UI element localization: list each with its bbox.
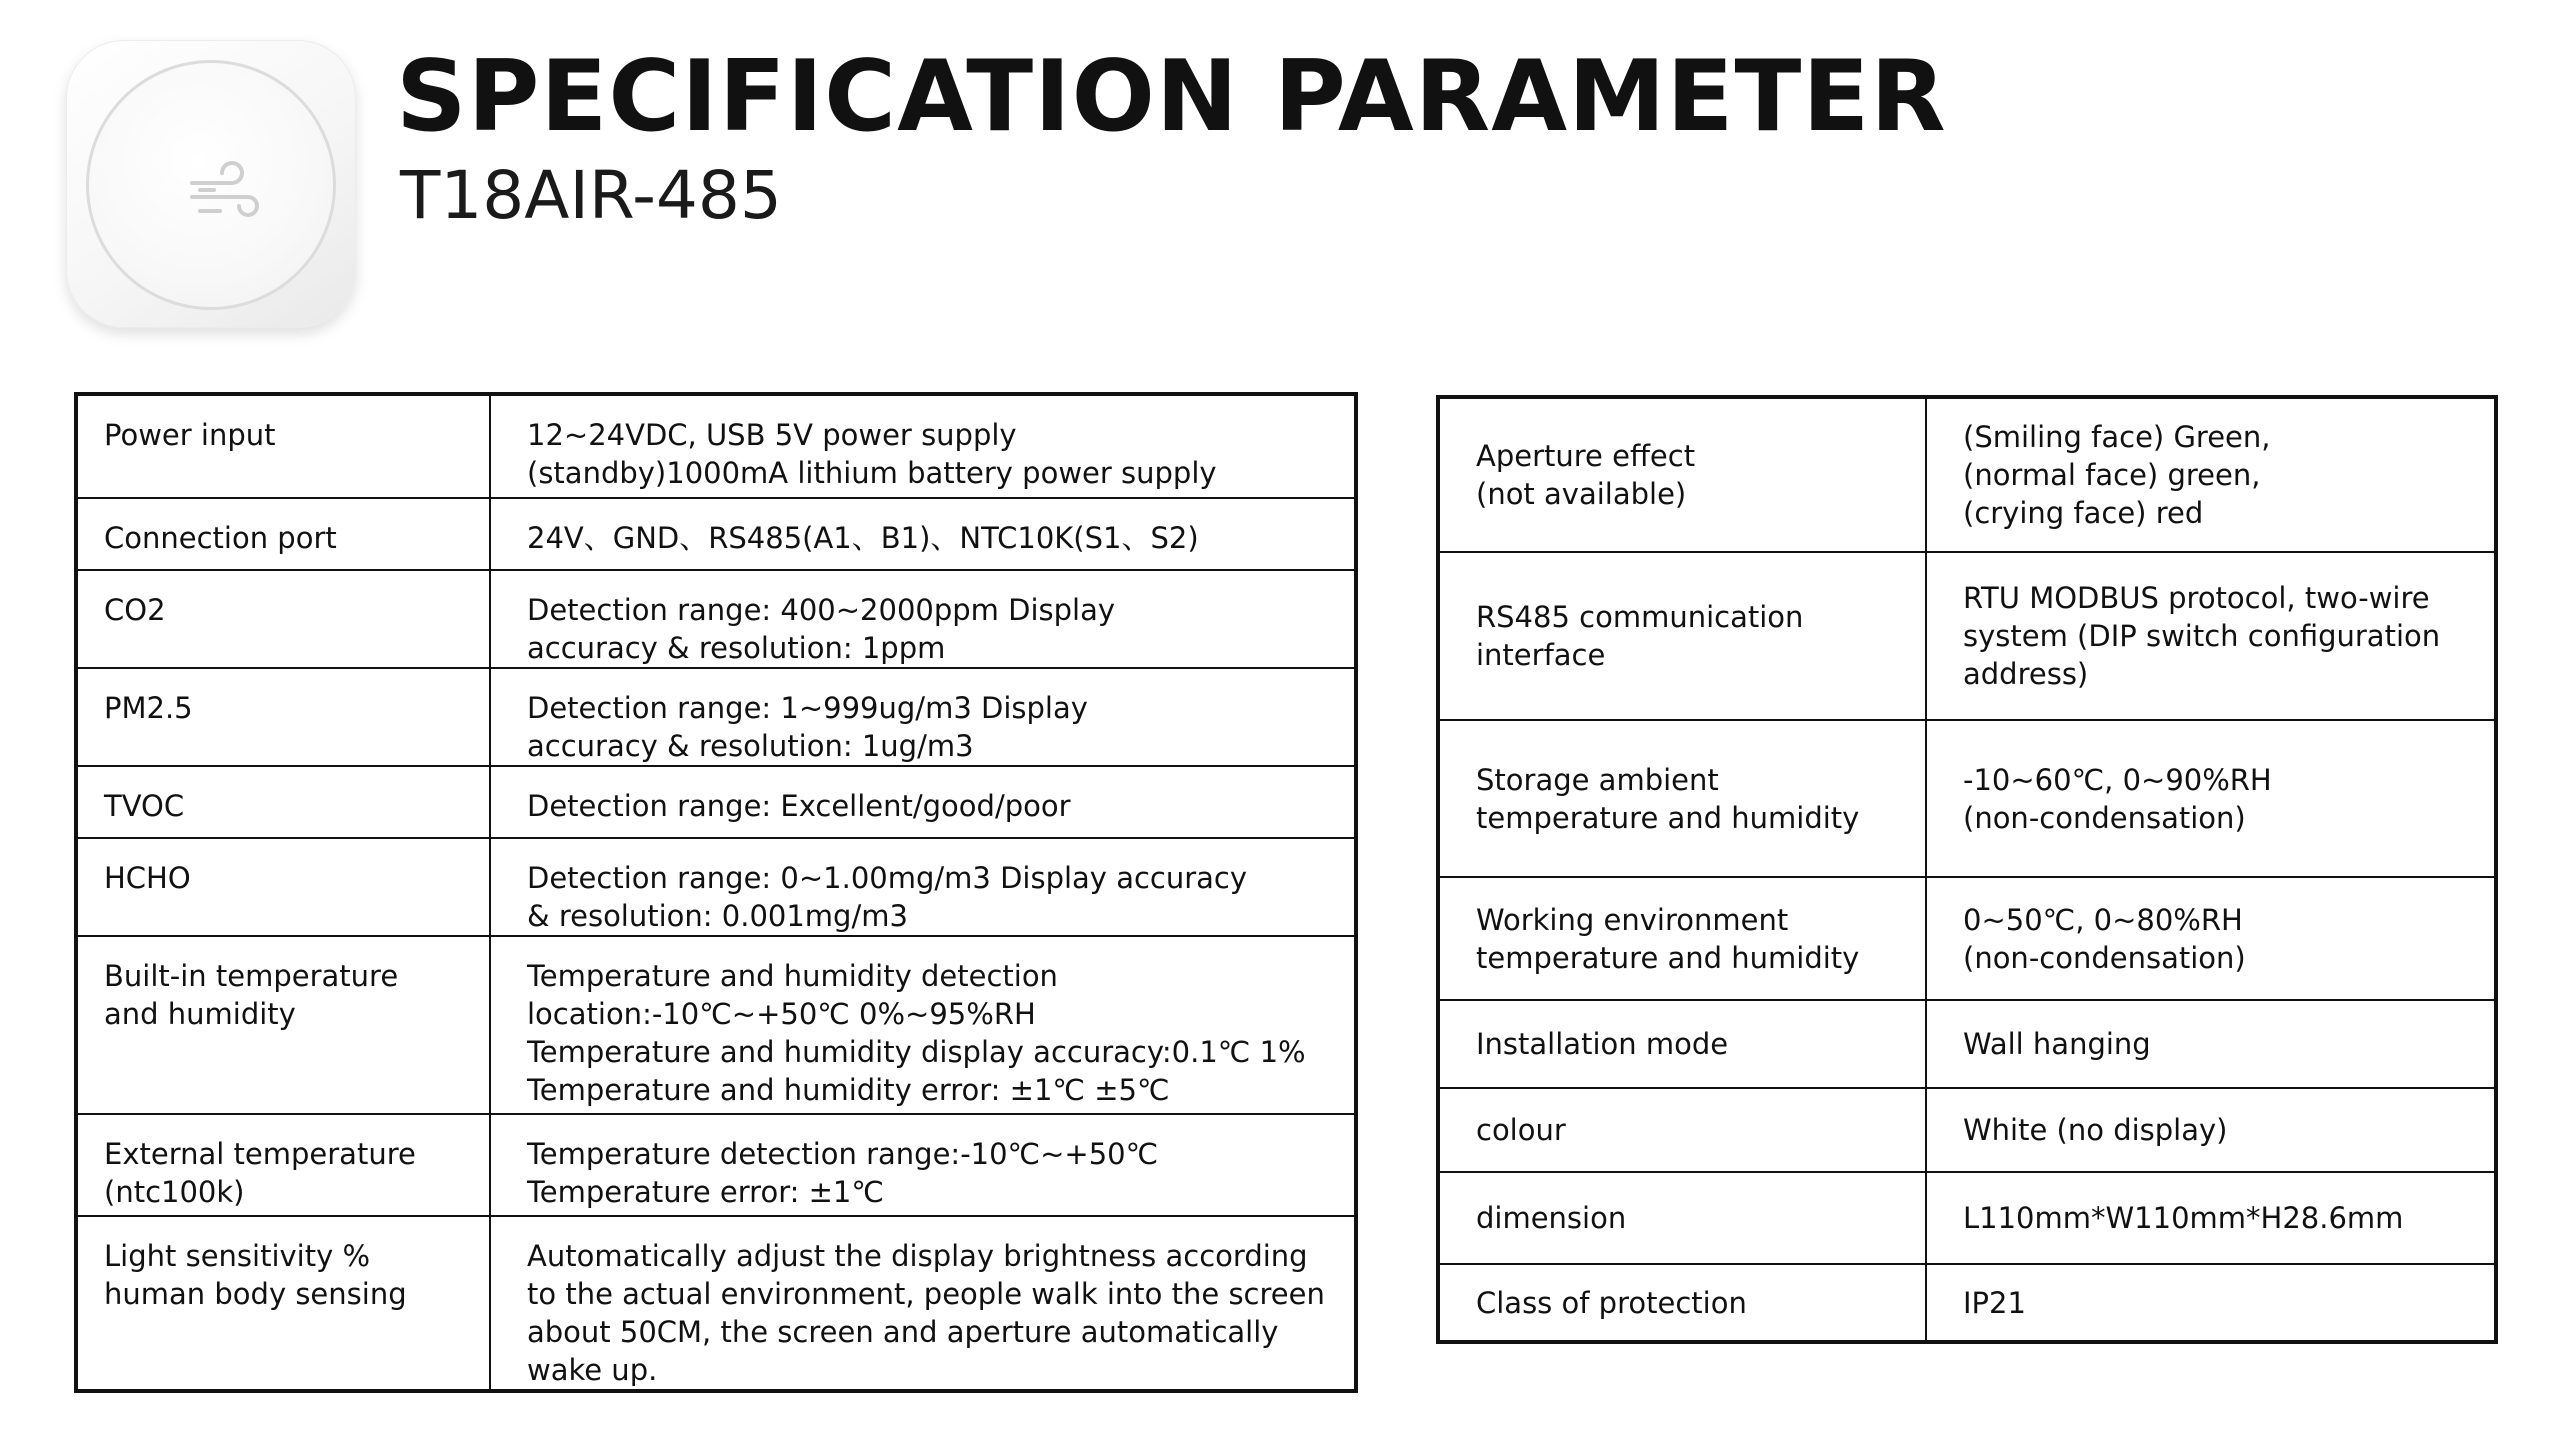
spec-right-label: Storage ambient temperature and humidity [1438,720,1926,877]
spec-left-row [76,838,1356,936]
spec-left-label: TVOC [76,766,490,838]
spec-left-label: Power input [76,394,490,498]
spec-table-right [1436,395,2498,1344]
spec-left-row [76,394,1356,498]
spec-right-value: (Smiling face) Green, (normal face) green, (crying face) red [1926,397,2496,552]
spec-right-label: colour [1438,1088,1926,1172]
spec-right-row [1438,1172,2496,1264]
wind-icon [186,161,266,231]
spec-left-value: Automatically adjust the display brightness according to the actual environment, people walk into the screen about 50CM, the screen and aperture automatically wake up. [490,1216,1356,1391]
spec-right-label: Class of protection [1438,1264,1926,1342]
spec-right-value: Wall hanging [1926,1000,2496,1088]
spec-right-value: IP21 [1926,1264,2496,1342]
spec-right-row [1438,877,2496,1000]
device-image [66,40,356,328]
device-ring [86,60,336,310]
spec-right-label: Aperture effect (not available) [1438,397,1926,552]
spec-left-row [76,1114,1356,1216]
spec-left-row [76,498,1356,570]
spec-right-row [1438,720,2496,877]
spec-left-value: Detection range: 400~2000ppm Display accuracy & resolution: 1ppm [490,570,1356,668]
spec-left-value: Temperature and humidity detection location:-10℃~+50℃ 0%~95%RH Temperature and humidity display accuracy:0.1℃ 1% Temperature and humidity error: ±1℃ ±5℃ [490,936,1356,1114]
spec-right-value: L110mm*W110mm*H28.6mm [1926,1172,2496,1264]
spec-left-label: Built-in temperature and humidity [76,936,490,1114]
spec-right-label: RS485 communication interface [1438,552,1926,720]
page-title: SPECIFICATION PARAMETER [396,40,1947,154]
spec-right-row [1438,397,2496,552]
spec-right-label: Installation mode [1438,1000,1926,1088]
spec-right-value: White (no display) [1926,1088,2496,1172]
spec-left-label: Light sensitivity % human body sensing [76,1216,490,1391]
spec-left-label: Connection port [76,498,490,570]
spec-left-label: External temperature (ntc100k) [76,1114,490,1216]
spec-left-value: Detection range: Excellent/good/poor [490,766,1356,838]
spec-right-row [1438,1088,2496,1172]
spec-right-value: -10~60℃, 0~90%RH (non-condensation) [1926,720,2496,877]
spec-left-value: Detection range: 0~1.00mg/m3 Display accuracy & resolution: 0.001mg/m3 [490,838,1356,936]
spec-right-row [1438,1264,2496,1342]
spec-right-value: 0~50℃, 0~80%RH (non-condensation) [1926,877,2496,1000]
spec-right-label: Working environment temperature and humidity [1438,877,1926,1000]
spec-left-label: HCHO [76,838,490,936]
spec-left-label: PM2.5 [76,668,490,766]
spec-right-row [1438,1000,2496,1088]
spec-left-value: 12~24VDC, USB 5V power supply (standby)1000mA lithium battery power supply [490,394,1356,498]
spec-table-left [74,392,1358,1393]
spec-left-label: CO2 [76,570,490,668]
spec-left-value: Detection range: 1~999ug/m3 Display accuracy & resolution: 1ug/m3 [490,668,1356,766]
spec-left-row [76,668,1356,766]
spec-right-label: dimension [1438,1172,1926,1264]
spec-left-row [76,936,1356,1114]
spec-left-row [76,766,1356,838]
spec-right-value: RTU MODBUS protocol, two-wire system (DIP switch configuration address) [1926,552,2496,720]
spec-right-row [1438,552,2496,720]
spec-left-value: 24V、GND、RS485(A1、B1)、NTC10K(S1、S2) [490,498,1356,570]
spec-left-row [76,1216,1356,1391]
model-name: T18AIR-485 [400,157,782,234]
spec-left-row [76,570,1356,668]
spec-left-value: Temperature detection range:-10℃~+50℃ Temperature error: ±1℃ [490,1114,1356,1216]
